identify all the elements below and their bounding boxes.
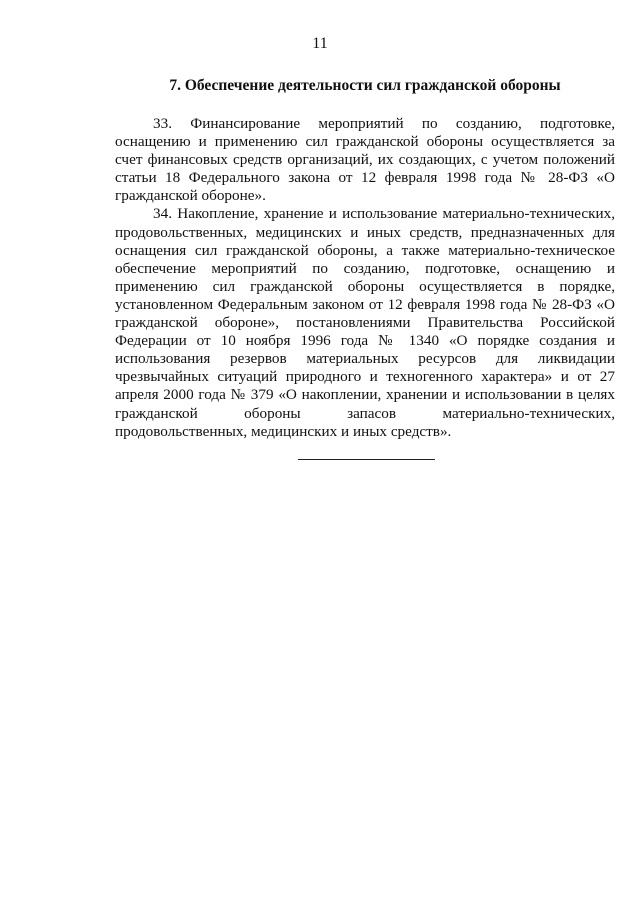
- paragraph-33: 33. Финансирование мероприятий по созданию, подготовке, оснащению и применению сил гражданской обороны осуществляется за счет финансовых средств организаций, их создающих, с учетом положений статьи 18 Федерального закона от 12 февраля 1998 года № 28-ФЗ «О гражданской обороне».: [115, 115, 615, 205]
- end-divider: [298, 459, 435, 460]
- document-body: [115, 115, 615, 441]
- page-number: 11: [312, 35, 328, 52]
- section-heading: 7. Обеспечение деятельности сил гражданской обороны: [169, 77, 561, 94]
- paragraph-34: 34. Накопление, хранение и использование материально-технических, продовольственных, медицинских и иных средств, предназначенных для оснащения сил гражданской обороны, а также материально-техническое обеспечение мероприятий по созданию, подготовке, оснащению и применению сил гражданской обороны осуществляется в порядке, установленном Федеральным законом от 12 февраля 1998 года № 28-ФЗ «О гражданской обороне», постановлениями Правительства Российской Федерации от 10 ноября 1996 года № 1340 «О порядке создания и использования резервов материальных ресурсов для ликвидации чрезвычайных ситуаций природного и техногенного характера» и от 27 апреля 2000 года № 379 «О накоплении, хранении и использовании в целях гражданской обороны запасов материально-технических, продовольственных, медицинских и иных средств».: [115, 205, 615, 440]
